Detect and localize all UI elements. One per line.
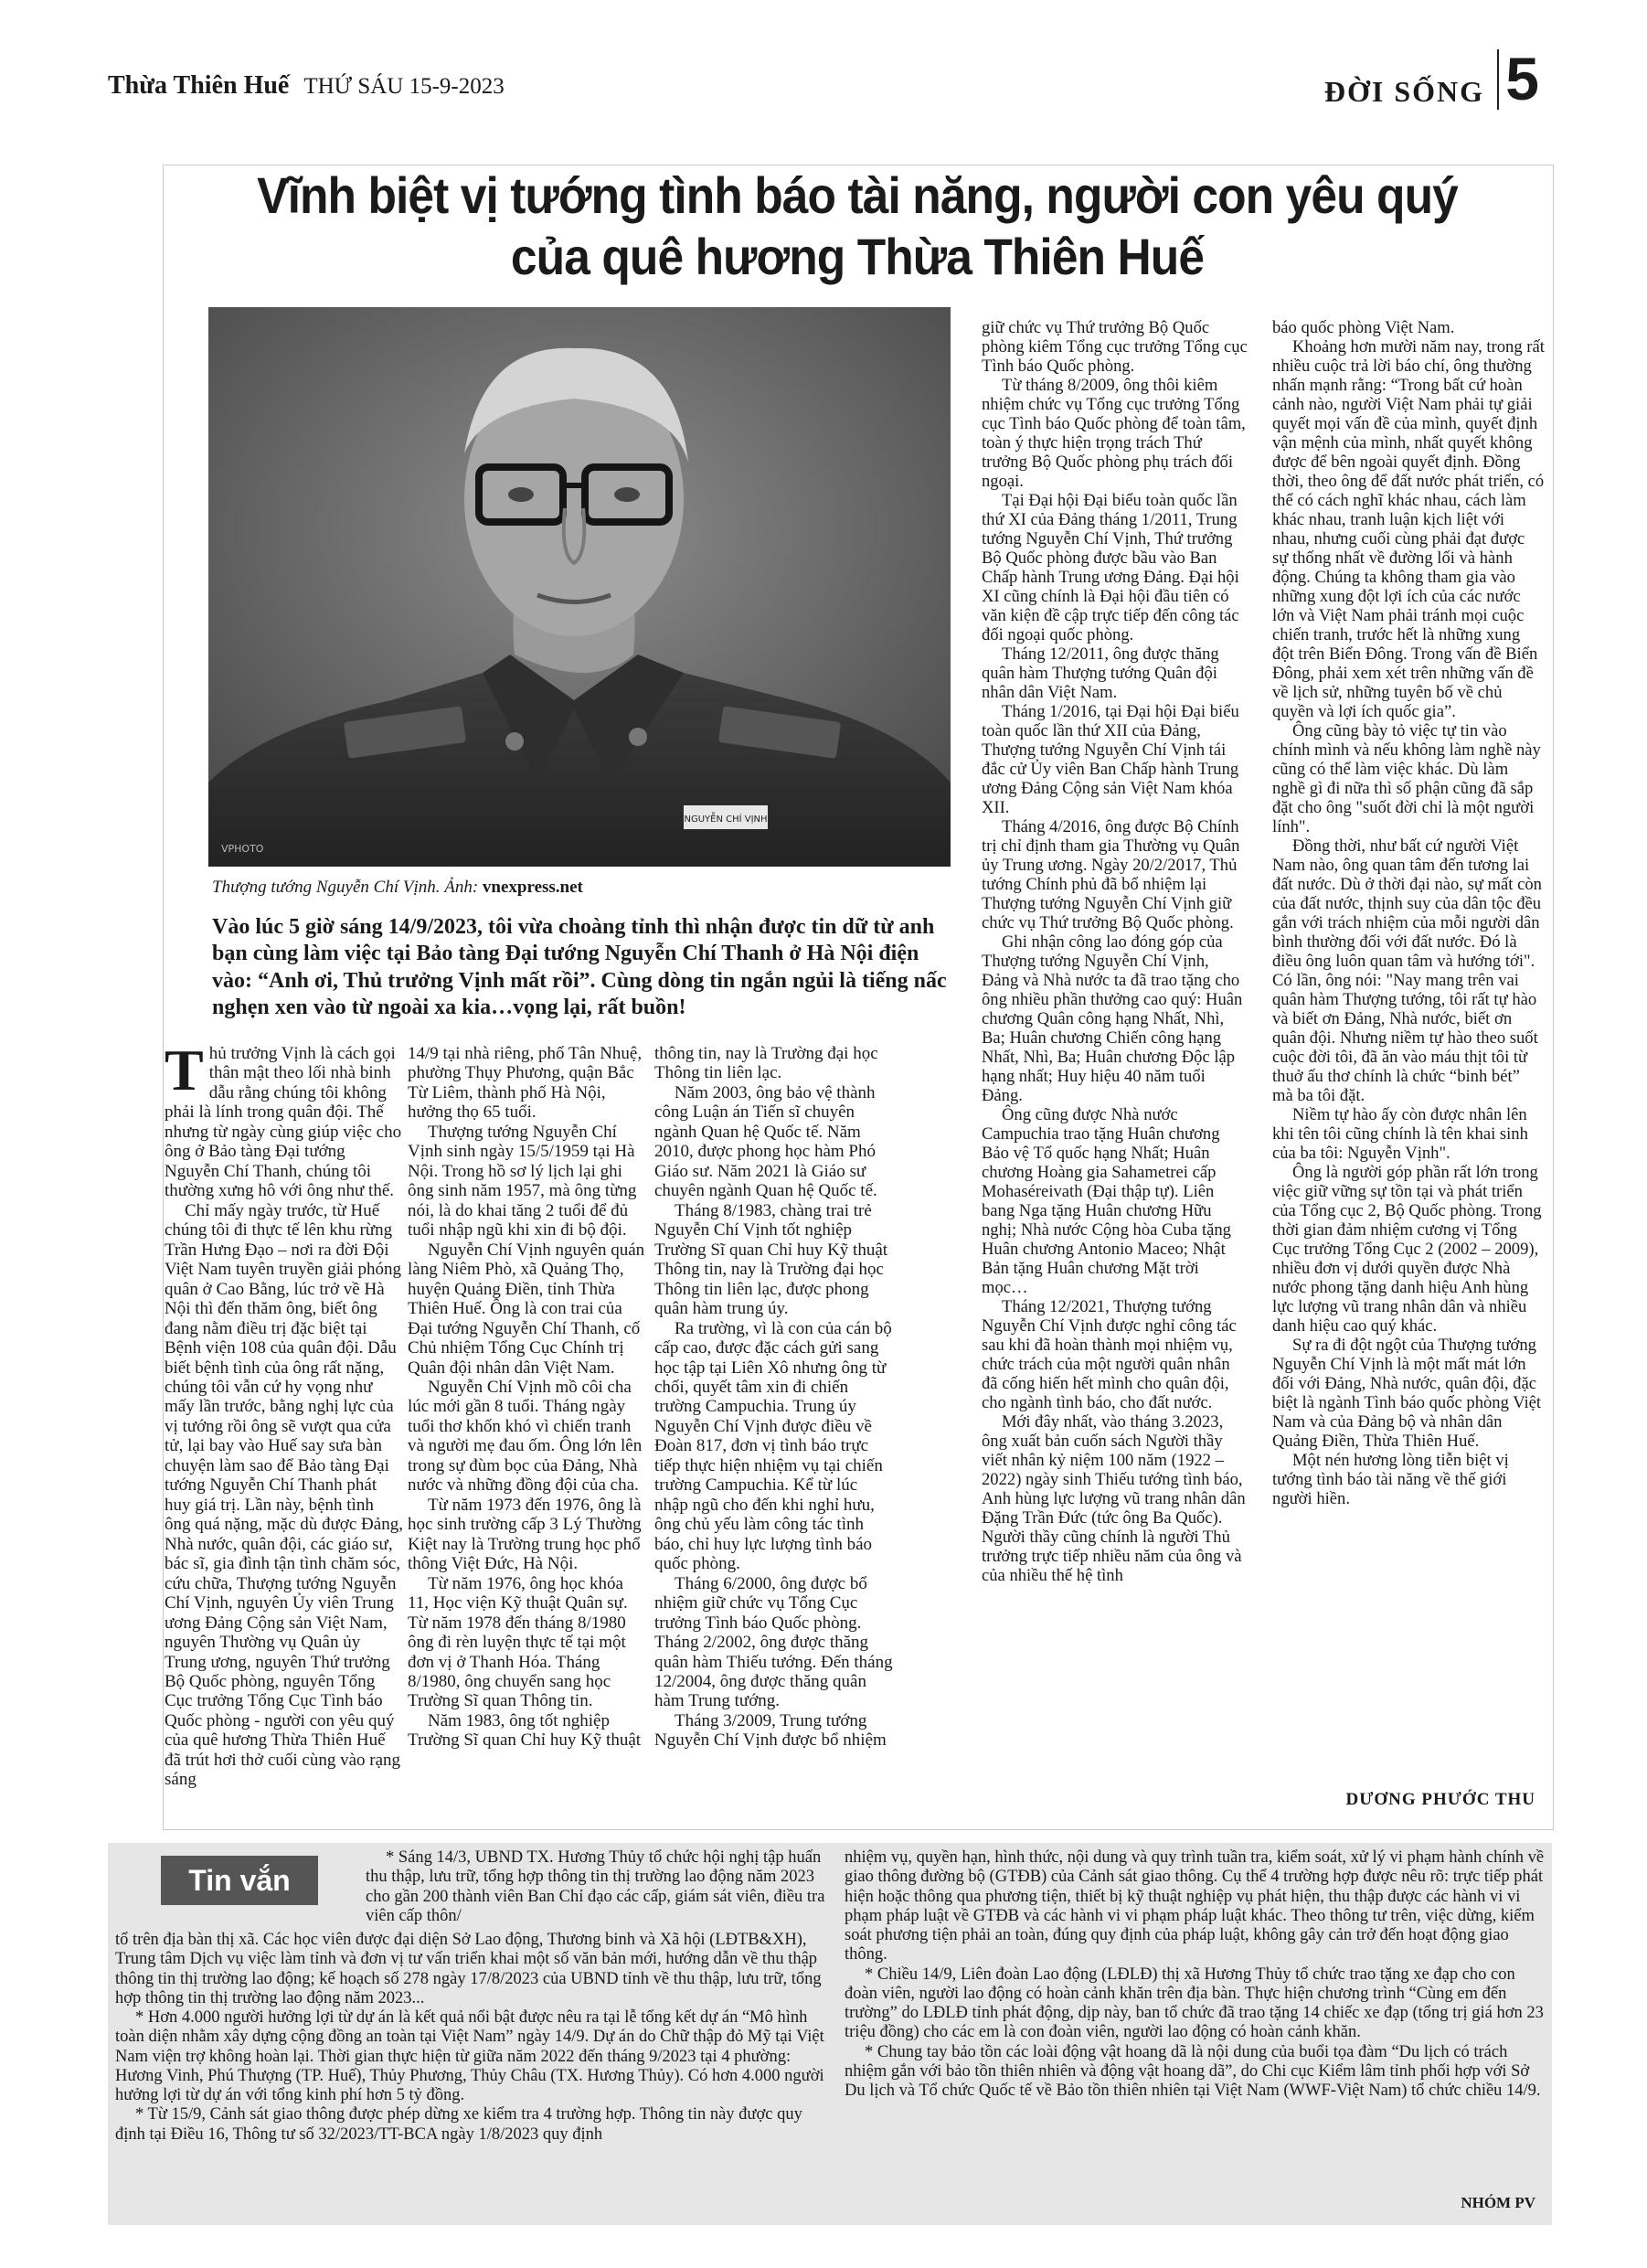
paragraph: Tại Đại hội Đại biểu toàn quốc lần thứ XI của Đảng tháng 1/2011, Trung tướng Nguyễn Chí Vịnh, Thứ trưởng Bộ Quốc phòng được bầu vào Ban Chấp hành Trung ương Đảng. Đại hội XI cũng chính là Đại hội đầu tiên có văn kiện đề cập trực tiếp đến công tác đối ngoại quốc phòng. <box>982 491 1239 644</box>
briefs-right-column <box>845 1848 1546 2101</box>
article-column-1 <box>165 1038 404 1790</box>
brief-item: * Chung tay bảo tồn các loài động vật hoang dã là nội dung của buổi tọa đàm “Du lịch có trách nhiệm gắn với bảo tồn thiên nhiên và động vật hoang dã”, do Chi cục Kiểm lâm tỉnh phối hợp với Sở Du lịch và Tổ chức Quốc tế về Bảo tồn thiên nhiên tại Việt Nam (WWF-Việt Nam) tổ chức chiều 14/9. <box>845 2042 1541 2101</box>
article-headline: Vĩnh biệt vị tướng tình báo tài năng, người con yêu quý của quê hương Thừa Thiên Huế <box>257 166 1458 286</box>
briefs-intro <box>366 1848 827 1926</box>
paragraph: 14/9 tại nhà riêng, phố Tân Nhuệ, phường Thụy Phương, quận Bắc Từ Liêm, thành phố Hà Nội, hưởng thọ 65 tuổi. <box>408 1044 643 1123</box>
brief-item: * Sáng 14/3, UBND TX. Hương Thủy tổ chức hội nghị tập huấn thu thập, lưu trữ, tổng hợp thông tin thị trường lao động năm 2023 cho gần 200 thành viên Ban Chỉ đạo các cấp, giám sát viên, điều tra viên cấp thôn/ <box>366 1848 825 1925</box>
paragraph: Tháng 1/2016, tại Đại hội Đại biểu toàn quốc lần thứ XII của Đảng, Thượng tướng Nguyễn Chí Vịnh tái đắc cử Ủy viên Ban Chấp hành Trung ương Đảng Cộng sản Việt Nam khóa XII. <box>982 702 1239 817</box>
portrait-illustration <box>208 307 951 867</box>
paragraph: Sự ra đi đột ngột của Thượng tướng Nguyễn Chí Vịnh là một mất mát lớn đối với Đảng, Nhà nước, quân đội, đặc biệt là ngành Tình báo quốc phòng Việt Nam và của Đảng bộ và nhân dân Quảng Điền, Thừa Thiên Huế. <box>1272 1336 1542 1451</box>
paragraph: Ra trường, vì là con của cán bộ cấp cao, được đặc cách gửi sang học tập tại Liên Xô nhưng ông từ chối, quyết tâm xin đi chiến trường Campuchia. Trung úy Nguyễn Chí Vịnh được điều về Đoàn 817, đơn vị tình báo trực tiếp thực hiện nhiệm vụ tại chiến trường Campuchia. Kể từ lúc nhập ngũ cho đến khi nghỉ hưu, ông chủ yếu làm công tác tình báo, chỉ huy lực lượng tình báo quốc phòng. <box>654 1318 892 1574</box>
caption-text: Thượng tướng Nguyễn Chí Vịnh. Ảnh: <box>212 878 479 897</box>
paragraph: Tháng 12/2021, Thượng tướng Nguyễn Chí Vịnh được nghỉ công tác sau khi đã hoàn thành mọi nhiệm vụ, chức trách của một người quân nhân đã cống hiến hết mình cho quân đội, cho ngành tình báo, cho đất nước. <box>982 1297 1237 1412</box>
paragraph: Ông cũng được Nhà nước Campuchia trao tặng Huân chương Bảo vệ Tổ quốc hạng Nhất; Huân chương Hoàng gia Sahametrei cấp Mohaséreivath (Đại thập tự). Liên bang Nga tặng Huân chương Hữu nghị; Nhà nước Cộng hòa Cuba tặng Huân chương Antonio Maceo; Nhật Bản tặng Huân chương Mặt trời mọc… <box>982 1105 1231 1297</box>
caption-source: vnexpress.net <box>482 878 583 897</box>
article-column-4 <box>982 318 1249 1585</box>
photo-watermark: VPHOTO <box>221 843 264 855</box>
paragraph: Mới đây nhất, vào tháng 3.2023, ông xuất bản cuốn sách Người thầy viết nhân kỷ niệm 100 năm (1922 – 2022) ngày sinh Thiếu tướng tình báo, Anh hùng lực lượng vũ trang nhân dân Đặng Trần Đức (tức ông Ba Quốc). Người thầy cũng chính là người Thủ trưởng trực tiếp nhiều năm của ông và của nhiều thế hệ tình <box>982 1412 1246 1585</box>
photo-caption <box>212 878 583 898</box>
paragraph: Thượng tướng Nguyễn Chí Vịnh sinh ngày 15/5/1959 tại Hà Nội. Trong hồ sơ lý lịch lại ghi ông sinh năm 1957, mà ông từng nói, là do khai tăng 2 tuổi để đủ tuổi nhập ngũ khi xin đi bộ đội. <box>408 1122 637 1240</box>
paragraph: báo quốc phòng Việt Nam. <box>1272 318 1455 337</box>
paragraph: Năm 1983, ông tốt nghiệp Trường Sĩ quan Chỉ huy Kỹ thuật <box>408 1710 642 1751</box>
paragraph: Tháng 3/2009, Trung tướng Nguyễn Chí Vịnh được bổ nhiệm <box>654 1710 887 1751</box>
paragraph: Tháng 4/2016, ông được Bộ Chính trị chỉ định tham gia Thường vụ Quân ủy Trung ương. Ngày 20/2/2017, Thủ tướng Chính phủ đã bổ nhiệm lại Thượng tướng Nguyễn Chí Vịnh giữ chức vụ Thứ trưởng Bộ Quốc phòng. <box>982 817 1240 932</box>
paragraph: Ông cũng bày tỏ việc tự tin vào chính mình và nếu không làm nghề này cũng có thể làm việc khác. Dù làm nghề gì đi nữa thì số phận cũng đã sắp đặt cho ông "suốt đời chỉ là một người lính". <box>1272 721 1541 836</box>
paragraph: Từ năm 1976, ông học khóa 11, Học viện Kỹ thuật Quân sự. Từ năm 1978 đến tháng 8/1980 ông đi rèn luyện thực tế tại một đơn vị ở Thanh Hóa. Tháng 8/1980, ông chuyển sang học Trường Sĩ quan Thông tin. <box>408 1573 628 1711</box>
paragraph: Chỉ mấy ngày trước, từ Huế chúng tôi đi thực tế lên khu rừng Trần Hưng Đạo – nơi ra đời Đội Việt Nam tuyên truyền giải phóng quân ở Cao Bằng, lúc trở về Hà Nội thì đến thăm ông, biết ông đang nằm điều trị đặc biệt tại Bệnh viện 108 của quân đội. Dẫu biết bệnh tình của ông rất nặng, chúng tôi vẫn cứ hy vọng như mấy lần trước, bằng nghị lực của vị tướng rồi ông sẽ vượt qua cửa tử, lại bay vào Huế say sưa bàn chuyện làm sao để Bảo tàng Đại tướng Nguyễn Chí Thanh phát huy giá trị. Lần này, bệnh tình ông quá nặng, mặc dù được Đảng, Nhà nước, quân đội, các giáo sư, bác sĩ, gia đình tận tình chăm sóc, cứu chữa, Thượng tướng Nguyễn Chí Vịnh, nguyên Ủy viên Trung ương Đảng Cộng sản Việt Nam, nguyên Thường vụ Quân ủy Trung ương, nguyên Thứ trưởng Bộ Quốc phòng, nguyên Tổng Cục trưởng Tổng Cục Tình báo Quốc phòng - người con yêu quý của quê hương Thừa Thiên Huế đã trút hơi thở cuối cùng vào rạng sáng <box>165 1200 403 1790</box>
paragraph: Tháng 12/2011, ông được thăng quân hàm Thượng tướng Quân đội nhân dân Việt Nam. <box>982 644 1219 702</box>
paragraph: Ghi nhận công lao đóng góp của Thượng tướng Nguyễn Chí Vịnh, Đảng và Nhà nước ta đã trao tặng cho ông nhiều phần thưởng cao quý: Huân chương Quân công hạng Nhất, Nhì, Ba; Huân chương Chiến công hạng Nhất, Nhì, Ba; Huân chương Độc lập hạng nhất; Huy hiệu 40 năm tuổi Đảng. <box>982 932 1243 1105</box>
briefs-left-column <box>115 1931 828 2145</box>
brief-item: tổ trên địa bàn thị xã. Các học viên được đại diện Sở Lao động, Thương binh và Xã hội (LĐTB&XH), Trung tâm Dịch vụ việc làm tỉnh và đơn vị tư vấn triển khai một số văn bản mới, hướng dẫn về thu thập thông tin thị trường lao động; kế hoạch số 278 ngày 17/8/2023 của UBND tỉnh về thu thập, lưu trữ, tổng hợp thông tin thị trường lao động năm 2023... <box>115 1931 822 2007</box>
paragraph: thông tin, nay là Trường đại học Thông tin liên lạc. <box>654 1044 878 1083</box>
nametag-text: NGUYỄN CHÍ VỊNH <box>684 815 768 825</box>
article-lead: Vào lúc 5 giờ sáng 14/9/2023, tôi vừa choàng tỉnh thì nhận được tin dữ từ anh bạn cùng làm việc tại Bảo tàng Đại tướng Nguyễn Chí Thanh ở Hà Nội điện vào: “Anh ơi, Thủ trưởng Vịnh mất rồi”. Cùng dòng tin ngắn ngủi là tiếng nấc nghẹn xen vào từ ngoài xa kia…vọng lại, rất buồn! <box>212 915 947 1019</box>
article-column-2 <box>408 1044 647 1751</box>
issue-date: THỨ SÁU 15-9-2023 <box>303 74 505 99</box>
brief-item: nhiệm vụ, quyền hạn, hình thức, nội dung và quy trình tuần tra, kiểm soát, xử lý vi phạm hành chính về giao thông đường bộ (GTĐB) của Cảnh sát giao thông. Cụ thể 4 trường hợp được nêu rõ: trực tiếp phát hiện hoặc thông qua phương tiện, thiết bị kỹ thuật nghiệp vụ phát hiện, thu thập được các hành vi vi phạm pháp luật về GTĐB và các hành vi vi phạm pháp luật khác. Theo thông tư trên, việc dừng, kiểm soát phương tiện phải an toàn, đúng quy định của pháp luật, không gây cản trở đến hoạt động giao thông. <box>845 1848 1545 1965</box>
paragraph: giữ chức vụ Thứ trưởng Bộ Quốc phòng kiêm Tổng cục trưởng Tổng cục Tình báo Quốc phòng. <box>982 318 1248 376</box>
paragraph: Từ năm 1973 đến 1976, ông là học sinh trường cấp 3 Lý Thường Kiệt nay là Trường trung học phổ thông Việt Đức, Hà Nội. <box>408 1495 642 1574</box>
brief-item: * Hơn 4.000 người hưởng lợi từ dự án là kết quả nổi bật được nêu ra tại lễ tổng kết dự án “Mô hình toàn diện nhằm xây dựng cộng đồng an toàn tại Việt Nam” ngày 14/9. Dự án do Chữ thập đỏ Mỹ tại Việt Nam viện trợ không hoàn lại. Thời gian thực hiện từ giữa năm 2022 đến tháng 9/2023 tại 4 phường: Hương Vinh, Phú Thượng (TP. Huế), Thủy Phương, Thủy Châu (TX. Hương Thủy). Có hơn 4.000 người hưởng lợi từ dự án với tổng kinh phí hơn 5 tỷ đồng. <box>115 2008 824 2105</box>
paragraph: Tháng 6/2000, ông được bổ nhiệm giữ chức vụ Tổng Cục trưởng Tình báo Quốc phòng. Tháng 2/2002, ông được thăng quân hàm Thiếu tướng. Đến tháng 12/2004, ông được thăng quân hàm Trung tướng. <box>654 1573 893 1711</box>
paragraph: Nguyễn Chí Vịnh mồ côi cha lúc mới gần 8 tuổi. Tháng ngày tuổi thơ khốn khó vì chiến tranh và người mẹ đau ốm. Ông lớn lên trong sự đùm bọc của Đảng, Nhà nước và những đồng đội của cha. <box>408 1377 643 1496</box>
brief-item: * Chiều 14/9, Liên đoàn Lao động (LĐLĐ) thị xã Hương Thủy tổ chức trao tặng xe đạp cho con đoàn viên, người lao động có hoàn cảnh khăn trên địa bàn. Thực hiện chương trình “Cùng em đến trường” do LĐLĐ tỉnh phát động, dịp này, ban tổ chức đã trao tặng 14 chiếc xe đạp (tổng trị giá hơn 23 triệu đồng) cho các em là con đoàn viên, người lao động có hoàn cảnh khăn. <box>845 1965 1544 2042</box>
article-column-5 <box>1272 318 1545 1508</box>
paragraph: Năm 2003, ông bảo vệ thành công Luận án Tiến sĩ chuyên ngành Quan hệ Quốc tế. Năm 2010, được phong học hàm Phó Giáo sư. Năm 2021 là Giáo sư chuyên ngành Quan hệ Quốc tế. <box>654 1082 877 1201</box>
paragraph: Đồng thời, như bất cứ người Việt Nam nào, ông quan tâm đến tương lai đất nước. Dù ở thời đại nào, sự mất còn của đất nước, thịnh suy của dân tộc đều gắn với trách nhiệm của mỗi người dân bình thường đối với đất nước. Đó là điều ông luôn quan tâm và hướng tới". Có lần, ông nói: "Nay mang trên vai quân hàm Thượng tướng, tôi rất tự hào và biết ơn Đảng, Nhà nước, biết ơn quân đội. Nhưng niềm tự hào theo suốt cuộc đời tôi, đã ăn vào máu thịt tôi từ thuở ấu thơ chính là chức “binh bét” mà ba tôi đặt. <box>1272 836 1542 1105</box>
dropcap: T <box>165 1038 204 1102</box>
portrait-photo <box>208 307 951 867</box>
briefs-tag: Tin vắn <box>161 1856 318 1905</box>
paragraph: Tháng 8/1983, chàng trai trẻ Nguyễn Chí Vịnh tốt nghiệp Trường Sĩ quan Chỉ huy Kỹ thuật Thông tin, nay là Trường đại học Thông tin liên lạc, được phong quân hàm trung úy. <box>654 1200 888 1319</box>
briefs-signature: NHÓM PV <box>1461 2194 1535 2211</box>
paragraph: Nguyễn Chí Vịnh nguyên quán làng Niêm Phò, xã Quảng Thọ, huyện Quảng Điền, tỉnh Thừa Thiên Huế. Ông là con trai của Đại tướng Nguyễn Chí Thanh, cố Chủ nhiệm Tổng Cục Chính trị Quân đội nhân dân Việt Nam. <box>408 1240 645 1378</box>
paragraph: Niềm tự hào ấy còn được nhân lên khi tên tôi cũng chính là tên khai sinh của ba tôi: Nguyễn Vịnh". <box>1272 1105 1528 1163</box>
brief-item: * Từ 15/9, Cảnh sát giao thông được phép dừng xe kiểm tra 4 trường hợp. Thông tin này được quy định tại Điều 16, Thông tư số 32/2023/TT-BCA ngày 1/8/2023 quy định <box>115 2105 802 2144</box>
article-column-3 <box>654 1044 894 1751</box>
paragraph: Khoảng hơn mười năm nay, trong rất nhiều cuộc trả lời báo chí, ông thường nhấn mạnh rằng: “Trong bất cứ hoàn cảnh nào, người Việt Nam phải tự giải quyết mọi vấn đề của mình, quyết định vận mệnh của mình, nhất quyết không được để bên ngoài quyết định. Đồng thời, theo ông để đất nước phát triển, có thể có cách nghĩ khác nhau, cách làm khác nhau, tranh luận kịch liệt với nhau, nhưng cuối cùng phải đạt được sự thống nhất về đường lối và hành động. Chúng ta không tham gia vào những xung đột lợi ích của các nước lớn và Việt Nam phải tránh mọi cuộc chiến tranh, trước hết là những xung đột trên Biển Đông. Trong vấn đề Biển Đông, phải xem xét trên những vấn đề về lịch sử, những tuyên bố về chủ quyền và lợi ích quốc gia”. <box>1272 337 1545 721</box>
masthead-left <box>108 71 505 101</box>
paragraph: Một nén hương lòng tiễn biệt vị tướng tình báo tài năng về thế giới người hiền. <box>1272 1451 1509 1508</box>
paragraph: Từ tháng 8/2009, ông thôi kiêm nhiệm chức vụ Tổng cục trưởng Tổng cục Tình báo Quốc phòng để toàn tâm, toàn ý thực hiện trọng trách Thứ trưởng Bộ Quốc phòng phụ trách đối ngoại. <box>982 376 1246 491</box>
paragraph: Ông là người góp phần rất lớn trong việc giữ vững sự tồn tại và phát triển của Tổng cục 2, Bộ Quốc phòng. Trong thời gian đảm nhiệm cương vị Tổng Cục trưởng Tổng Cục 2 (2002 – 2009), nhiều đơn vị dưới quyền được Nhà nước phong tặng danh hiệu Anh hùng lực lượng vũ trang nhân dân và nhiều danh hiệu cao quý khác. <box>1272 1163 1542 1336</box>
section-name: ĐỜI SỐNG <box>1323 75 1484 108</box>
paragraph: Thủ trưởng Vịnh là cách gọi thân mật theo lối nhà binh dẫu rằng chúng tôi không phải là lính trong quân đội. Thế nhưng từ ngày cùng giúp việc cho ông ở Bảo tàng Đại tướng Nguyễn Chí Thanh, chúng tôi thường xưng hô với ông như thế. <box>165 1038 402 1201</box>
masthead-divider <box>1497 49 1499 110</box>
newspaper-name: Thừa Thiên Huế <box>108 71 290 100</box>
byline: DƯƠNG PHƯỚC THU <box>1345 1790 1535 1809</box>
page-number: 5 <box>1505 45 1539 112</box>
